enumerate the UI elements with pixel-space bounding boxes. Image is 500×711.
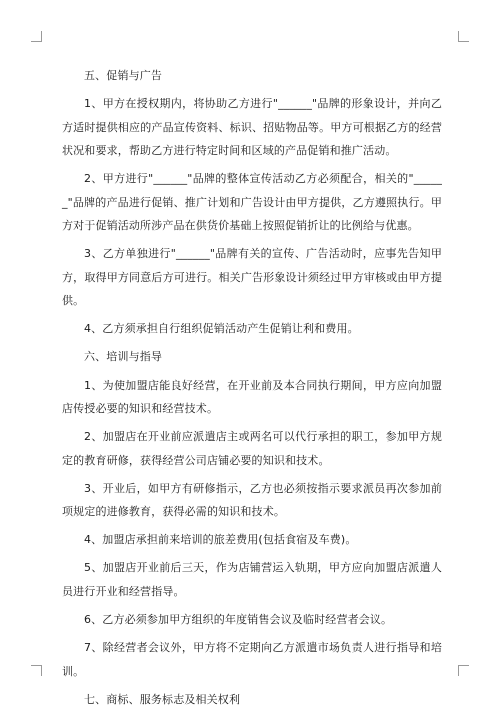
paragraph-promotion-1: 1、甲方在授权期内，将协助乙方进行"______"品牌的形象设计，并向乙方适时提供相应的产品宣传资料、标识、招贴物品等。甲方可根据乙方的经营状况和要求，帮助乙方进行特定时间和区域的产品促销和推广活动。: [62, 97, 442, 158]
section-heading-training: 六、培训与指导: [84, 350, 163, 364]
paragraph-training-4: 4、加盟店承担前来培训的旅差费用(包括食宿及车费)。: [84, 533, 357, 547]
paragraph-promotion-3: 3、乙方单独进行"______"品牌有关的宣传、广告活动时，应事先告知甲方，取得甲方同意后方可进行。相关广告形象设计须经过甲方审核或由甲方提供。: [62, 247, 442, 308]
paragraph-training-6: 6、乙方必须参加甲方组织的年度销售会议及临时经营者会议。: [84, 613, 393, 627]
section-heading-promotion: 五、促销与广告: [84, 69, 163, 82]
paragraph-training-5: 5、加盟店开业前后三天，作为店铺营运入轨期，甲方应向加盟店派遣人员进行开业和经营指导。: [62, 561, 442, 598]
crop-mark-bottom-right: [458, 665, 469, 676]
crop-mark-bottom-left: [31, 665, 42, 676]
document-page: [62, 64, 442, 711]
paragraph-training-1: 1、为使加盟店能良好经营，在开业前及本合同执行期间，甲方应向加盟店传授必要的知识和经营技术。: [62, 378, 442, 416]
paragraph-training-3: 3、开业后，如甲方有研修指示，乙方也必须按指示要求派员再次参加前项规定的进修教育，获得必需的知识和技术。: [62, 481, 442, 519]
paragraph-training-2: 2、加盟店在开业前应派遣店主或两名可以代行承担的职工，参加甲方规定的教育研修，获得经营公司店铺必要的知识和技术。: [62, 430, 442, 467]
paragraph-promotion-2: 2、甲方进行"______"品牌的整体宣传活动乙方必须配合，相关的"______"品牌的产品进行促销、推广计划和广告设计由甲方提供，乙方遵照执行。甲方对于促销活动所涉产品在供货价基础上按照促销折让的比例给与优惠。: [62, 172, 442, 233]
paragraph-training-7: 7、除经营者会议外，甲方将不定期向乙方派遣市场负责人进行指导和培训。: [62, 641, 442, 678]
crop-mark-top-left: [31, 31, 42, 42]
section-heading-trademark: 七、商标、服务标志及相关权利: [84, 692, 241, 706]
paragraph-promotion-4: 4、乙方须承担自行组织促销活动产生促销让利和费用。: [84, 322, 359, 336]
crop-mark-top-right: [458, 31, 469, 42]
